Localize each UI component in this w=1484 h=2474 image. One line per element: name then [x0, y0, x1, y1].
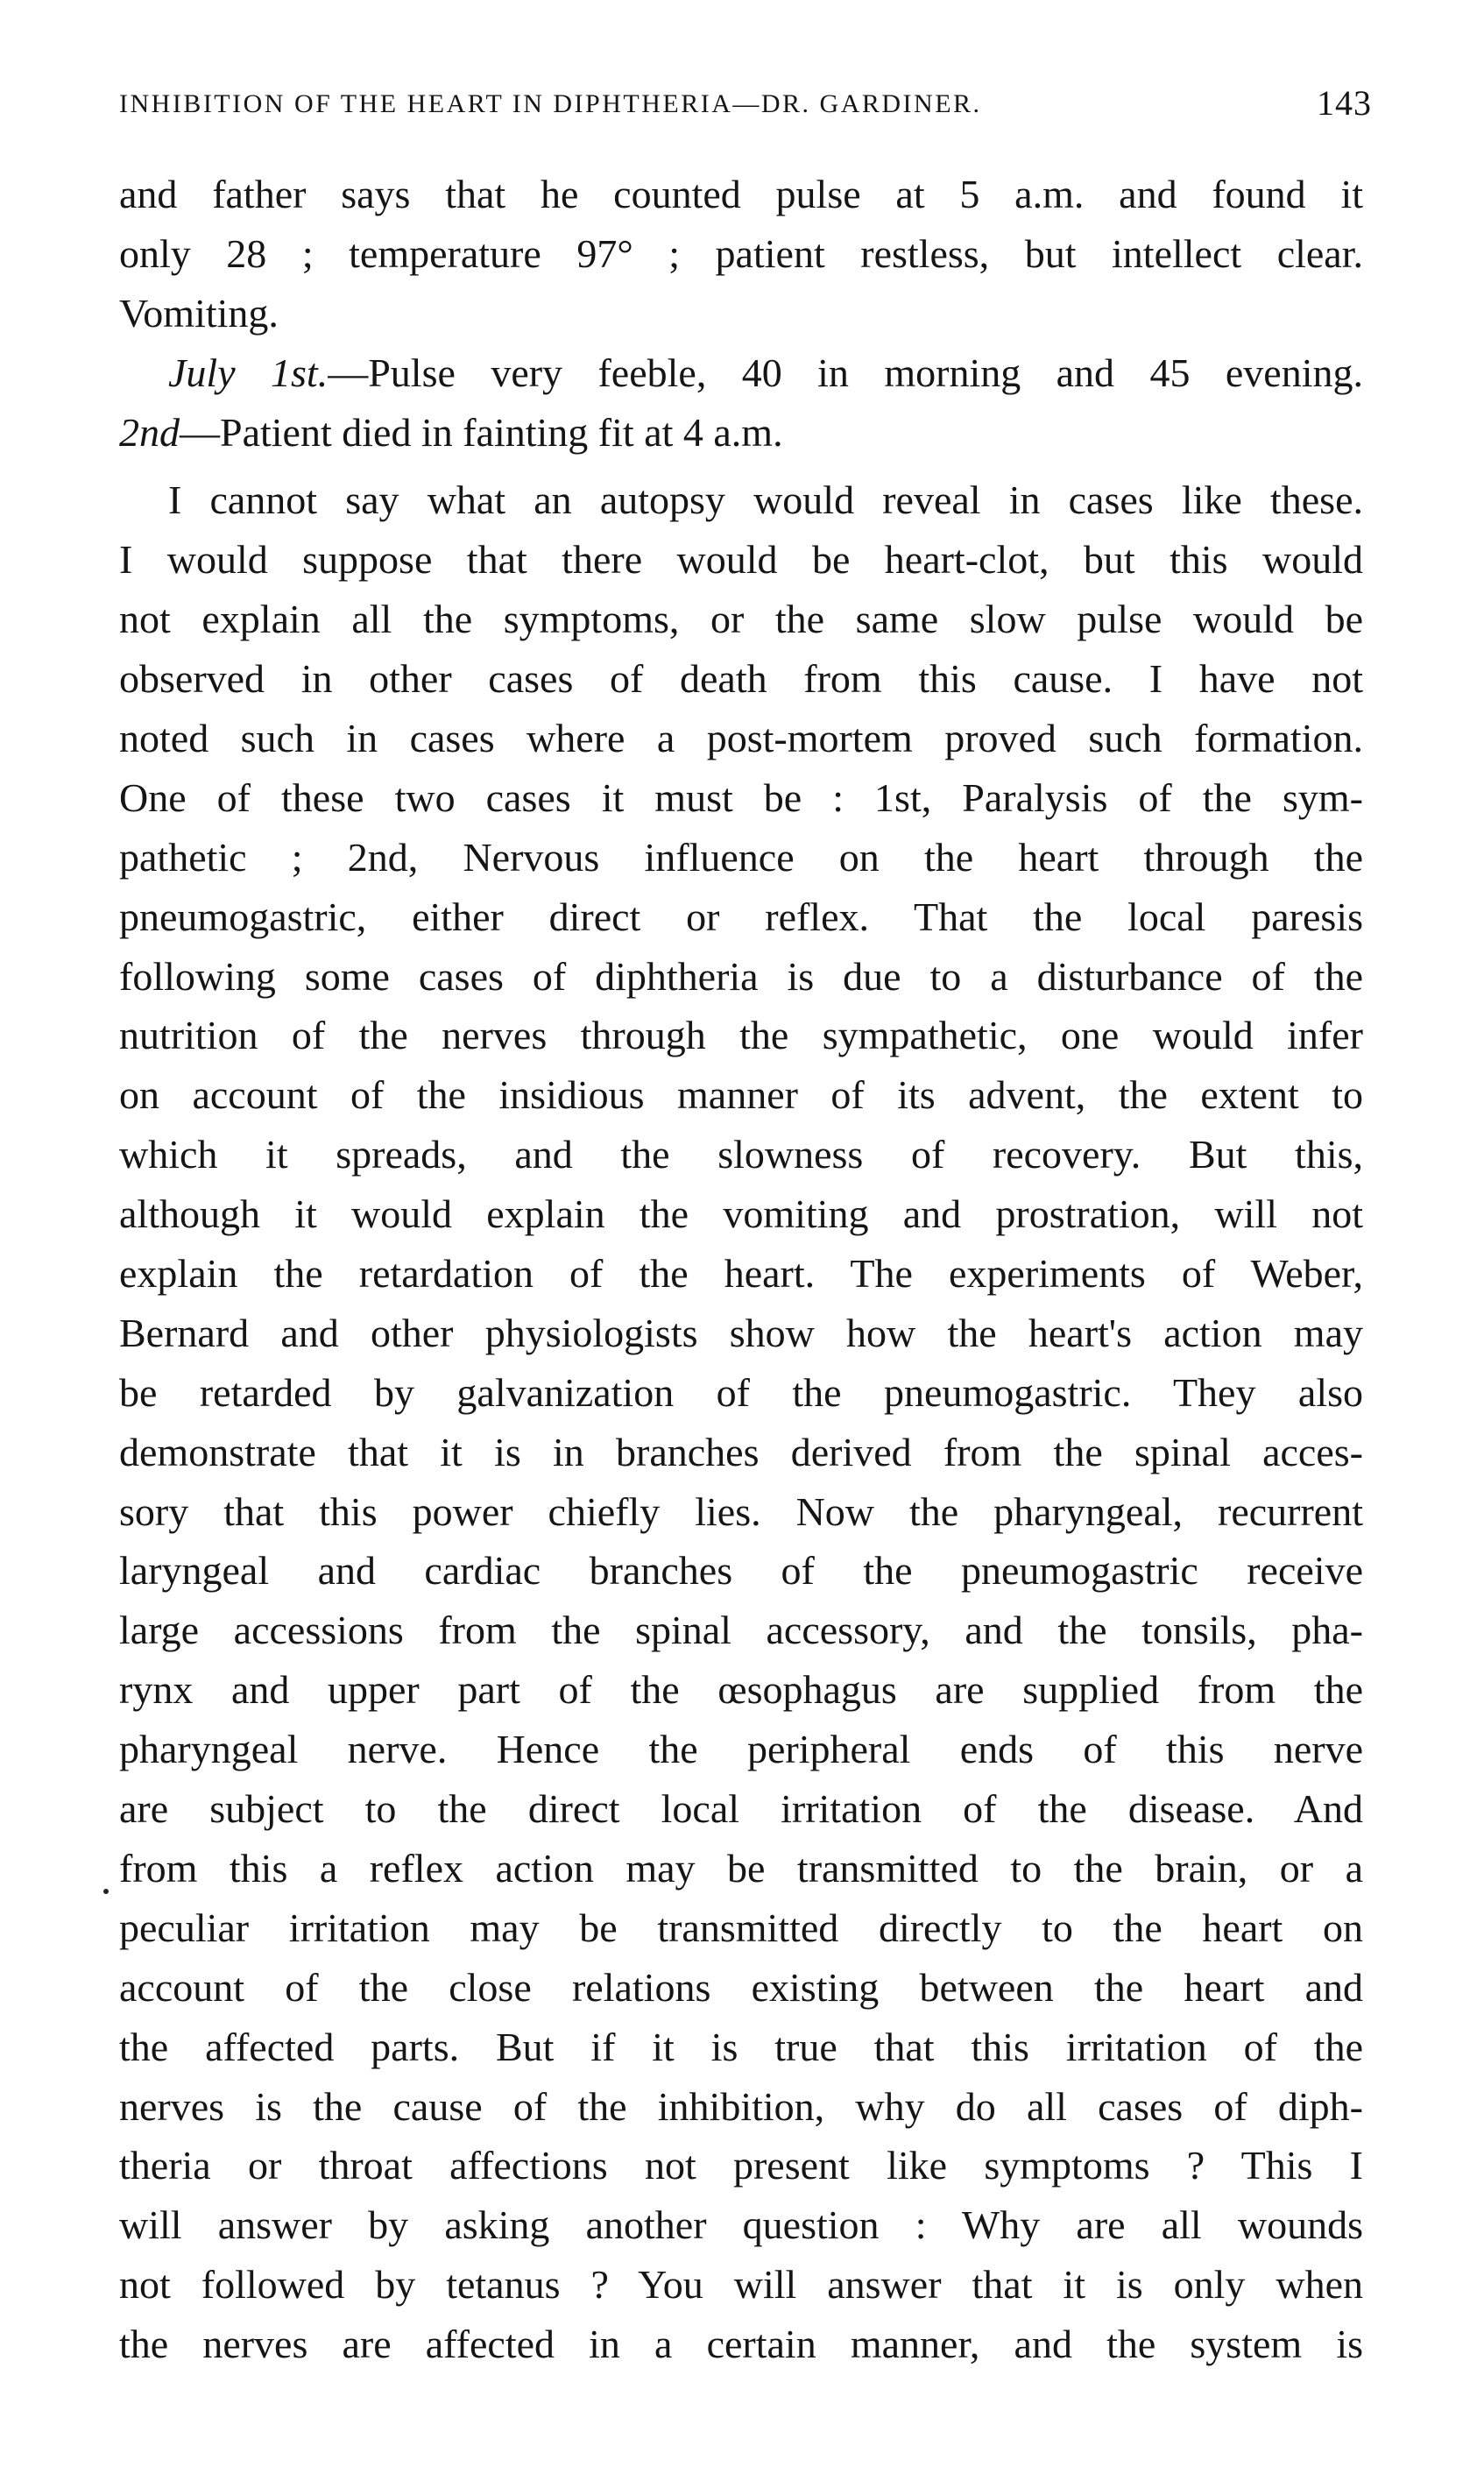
text-line: demonstrate that it is in branches derived from the spinal acces- — [119, 1429, 1363, 1474]
text-line: explain the retardation of the heart. The experiments of Weber, — [119, 1251, 1363, 1297]
text-line: on account of the insidious manner of its advent, the extent to — [119, 1072, 1363, 1118]
text-line: following some cases of diphtheria is due to a disturbance of the — [119, 953, 1363, 999]
text-line: from this a reflex action may be transmitted to the brain, or a — [119, 1845, 1363, 1891]
text-line: pathetic ; 2nd, Nervous influence on the heart through the — [119, 834, 1363, 880]
margin-mark — [103, 1889, 109, 1894]
text-line: observed in other cases of death from this cause. I have not — [119, 656, 1363, 702]
text-line: not followed by tetanus ? You will answer that it is only when — [119, 2262, 1363, 2308]
date-label: July 1st. — [168, 350, 329, 395]
text-line: I would suppose that there would be heart-clot, but this would — [119, 537, 1363, 583]
running-head — [112, 84, 1372, 126]
text-line: peculiar irritation may be transmitted directly to the heart on — [119, 1905, 1363, 1950]
text-line: nutrition of the nerves through the sympathetic, one would infer — [119, 1013, 1363, 1058]
text-line-july-1st — [119, 343, 1363, 403]
text-line: One of these two cases it must be : 1st, Paralysis of the sym- — [119, 774, 1363, 820]
text-line: pharyngeal nerve. Hence the peripheral ends of this nerve — [119, 1727, 1363, 1772]
running-title: INHIBITION OF THE HEART IN DIPHTHERIA—DR. GARDINER. — [119, 89, 982, 118]
text-line: the affected parts. But if it is true that this irritation of the — [119, 2024, 1363, 2069]
text-line: Vomiting. — [119, 290, 279, 336]
text-line: sory that this power chiefly lies. Now the pharyngeal, recurrent — [119, 1488, 1363, 1534]
text-line: account of the close relations existing between the heart and — [119, 1964, 1363, 2010]
text-line: although it would explain the vomiting and prostration, will not — [119, 1191, 1363, 1237]
text-line: Bernard and other physiologists show how the heart's action may — [119, 1310, 1363, 1355]
text-line: not explain all the symptoms, or the same slow pulse would be — [119, 597, 1363, 642]
text-line: are subject to the direct local irritation of the disease. And — [119, 1786, 1363, 1832]
text-line: theria or throat affections not present like symptoms ? This I — [119, 2143, 1363, 2188]
text-line: pneumogastric, either direct or reflex. That the local paresis — [119, 894, 1363, 939]
text-line: laryngeal and cardiac branches of the pneumogastric receive — [119, 1548, 1363, 1594]
text-line: will answer by asking another question : Why are all wounds — [119, 2202, 1363, 2248]
text-line: be retarded by galvanization of the pneumogastric. They also — [119, 1369, 1363, 1415]
text-line: the nerves are affected in a certain manner, and the system is — [119, 2322, 1363, 2367]
text-line: which it spreads, and the slowness of recovery. But this, — [119, 1132, 1363, 1177]
body-text — [119, 165, 1363, 2374]
page-number: 143 — [1317, 83, 1372, 123]
text-line: nerves is the cause of the inhibition, why do all cases of diph- — [119, 2083, 1363, 2129]
text-line: noted such in cases where a post-mortem proved such formation. — [119, 716, 1363, 761]
paragraph-start: I cannot say what an autopsy would reveal in cases like these. — [168, 477, 1363, 523]
text-fragment: —Pulse very feeble, 40 in morning and 45 evening. — [328, 350, 1363, 395]
text-line: large accessions from the spinal accessory, and the tonsils, pha- — [119, 1608, 1363, 1653]
text-line-2nd — [119, 403, 1363, 463]
text-fragment: —Patient died in fainting fit at 4 a.m. — [180, 409, 783, 455]
text-line: and father says that he counted pulse at 5 a.m. and found it — [119, 172, 1363, 216]
text-line: only 28 ; temperature 97° ; patient restless, but intellect clear. — [119, 230, 1363, 276]
text-line: rynx and upper part of the œsophagus are supplied from the — [119, 1667, 1363, 1713]
date-label: 2nd — [119, 409, 180, 455]
